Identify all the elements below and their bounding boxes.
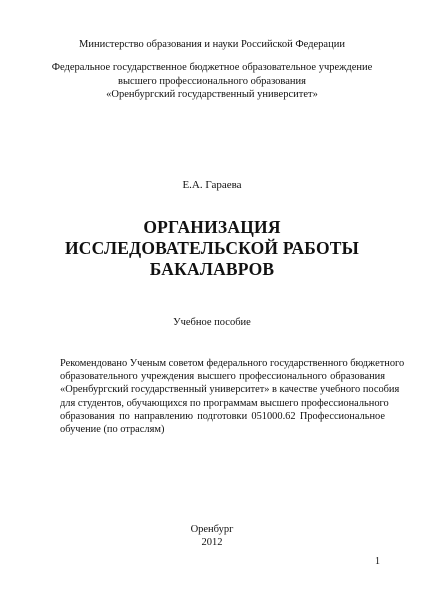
institution-line: «Оренбургский государственный университет» (106, 89, 318, 100)
document-subtitle: Учебное пособие (173, 317, 251, 328)
author-name: Е.А. Гараева (182, 179, 242, 191)
publication-year: 2012 (201, 537, 223, 548)
ministry-name: Министерство образования и науки Российской Федерации (79, 39, 345, 50)
institution-line: высшего профессионального образования (118, 75, 306, 87)
recommendation-paragraph (60, 357, 405, 436)
recommendation-line: Рекомендовано Ученым советом федерального государственного бюджетного (60, 358, 405, 369)
publication-city: Оренбург (190, 524, 234, 535)
recommendation-line: образовательного учреждения высшего профессионального образования (60, 371, 385, 383)
page-number: 1 (375, 556, 380, 567)
institution-name (0, 61, 424, 102)
title-line: ОРГАНИЗАЦИЯ (143, 217, 281, 237)
recommendation-line: обучение (по отраслям) (60, 424, 165, 436)
title-line: БАКАЛАВРОВ (149, 259, 275, 279)
document-title (0, 217, 424, 280)
title-line: ИССЛЕДОВАТЕЛЬСКОЙ РАБОТЫ (64, 238, 360, 258)
recommendation-line: «Оренбургский государственный университет» в качестве учебного пособия (60, 384, 400, 396)
recommendation-line: для студентов, обучающихся по программам высшего профессионального (60, 397, 389, 409)
recommendation-line: образования по направлению подготовки 051000.62 Профессиональное (60, 410, 385, 422)
institution-line: Федеральное государственное бюджетное образовательное учреждение (51, 62, 373, 73)
